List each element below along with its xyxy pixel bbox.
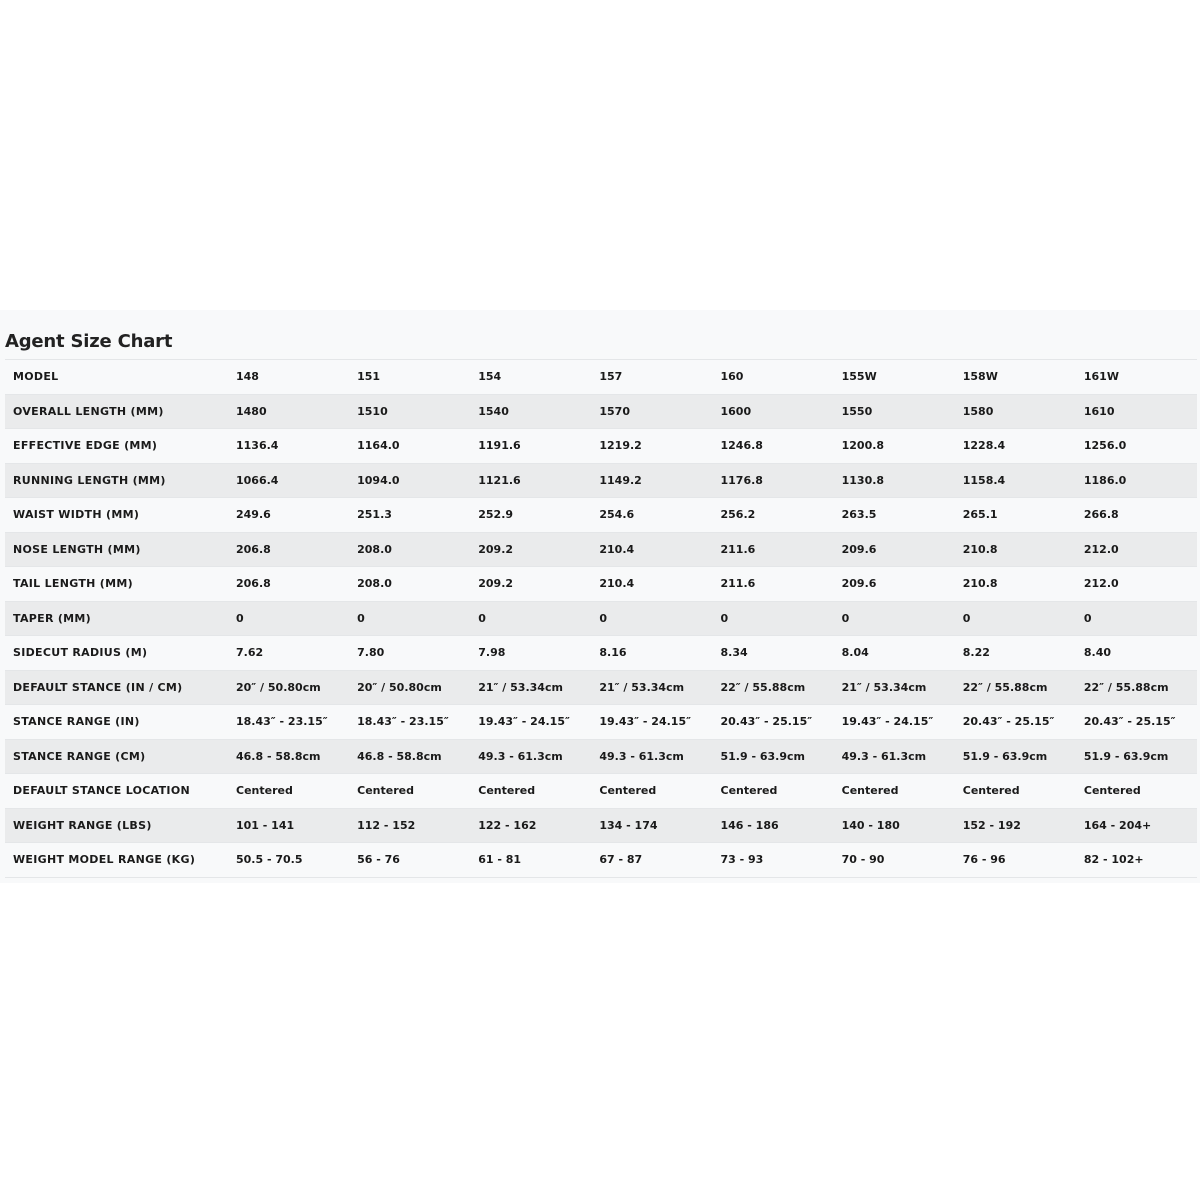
table-cell: 164 - 204+: [1076, 808, 1197, 843]
table-row: [5, 567, 1197, 602]
table-cell: 8.40: [1076, 636, 1197, 671]
table-row: [5, 636, 1197, 671]
table-cell: 206.8: [228, 532, 349, 567]
table-cell: 8.34: [713, 636, 834, 671]
table-cell: 211.6: [713, 567, 834, 602]
table-cell: 210.8: [955, 567, 1076, 602]
table-cell: 0: [349, 601, 470, 636]
table-cell: 20″ / 50.80cm: [349, 670, 470, 705]
row-label: WAIST WIDTH (MM): [5, 498, 228, 533]
table-cell: 61 - 81: [470, 843, 591, 878]
row-label: TAIL LENGTH (MM): [5, 567, 228, 602]
table-cell: 212.0: [1076, 532, 1197, 567]
table-cell: 8.16: [591, 636, 712, 671]
table-row: [5, 429, 1197, 464]
table-row: [5, 532, 1197, 567]
table-cell: 1480: [228, 394, 349, 429]
table-cell: Centered: [955, 774, 1076, 809]
table-cell: 19.43″ - 24.15″: [591, 705, 712, 740]
table-cell: 251.3: [349, 498, 470, 533]
table-cell: 134 - 174: [591, 808, 712, 843]
table-cell: 266.8: [1076, 498, 1197, 533]
table-cell: 1600: [713, 394, 834, 429]
table-cell: 22″ / 55.88cm: [713, 670, 834, 705]
chart-title: Agent Size Chart: [5, 331, 173, 352]
table-cell: 0: [955, 601, 1076, 636]
table-cell: 263.5: [834, 498, 955, 533]
table-cell: Centered: [1076, 774, 1197, 809]
table-cell: 46.8 - 58.8cm: [228, 739, 349, 774]
table-cell: 73 - 93: [713, 843, 834, 878]
table-cell: 1550: [834, 394, 955, 429]
table-cell: 82 - 102+: [1076, 843, 1197, 878]
table-cell: 7.98: [470, 636, 591, 671]
table-cell: 256.2: [713, 498, 834, 533]
model-size-header: 148: [228, 360, 349, 395]
table-cell: Centered: [228, 774, 349, 809]
row-label: STANCE RANGE (IN): [5, 705, 228, 740]
table-cell: 265.1: [955, 498, 1076, 533]
table-cell: 49.3 - 61.3cm: [834, 739, 955, 774]
table-cell: 22″ / 55.88cm: [1076, 670, 1197, 705]
table-cell: 1580: [955, 394, 1076, 429]
table-cell: 0: [713, 601, 834, 636]
table-cell: 19.43″ - 24.15″: [834, 705, 955, 740]
table-cell: 21″ / 53.34cm: [470, 670, 591, 705]
table-cell: 56 - 76: [349, 843, 470, 878]
table-cell: 21″ / 53.34cm: [591, 670, 712, 705]
row-label: STANCE RANGE (CM): [5, 739, 228, 774]
table-cell: 1186.0: [1076, 463, 1197, 498]
table-cell: 18.43″ - 23.15″: [349, 705, 470, 740]
table-row: [5, 808, 1197, 843]
table-cell: 211.6: [713, 532, 834, 567]
row-label: RUNNING LENGTH (MM): [5, 463, 228, 498]
table-cell: 122 - 162: [470, 808, 591, 843]
table-cell: Centered: [349, 774, 470, 809]
table-cell: 212.0: [1076, 567, 1197, 602]
table-cell: 0: [470, 601, 591, 636]
table-cell: 0: [1076, 601, 1197, 636]
table-cell: 0: [228, 601, 349, 636]
table-row: [5, 705, 1197, 740]
table-row: [5, 498, 1197, 533]
table-row: [5, 843, 1197, 878]
table-row: [5, 601, 1197, 636]
table-cell: 22″ / 55.88cm: [955, 670, 1076, 705]
table-cell: 20.43″ - 25.15″: [955, 705, 1076, 740]
table-cell: Centered: [713, 774, 834, 809]
row-label: DEFAULT STANCE LOCATION: [5, 774, 228, 809]
row-label: NOSE LENGTH (MM): [5, 532, 228, 567]
table-cell: 206.8: [228, 567, 349, 602]
model-size-header: 151: [349, 360, 470, 395]
table-cell: 1540: [470, 394, 591, 429]
table-cell: 1164.0: [349, 429, 470, 464]
row-label: EFFECTIVE EDGE (MM): [5, 429, 228, 464]
table-cell: 50.5 - 70.5: [228, 843, 349, 878]
row-label: SIDECUT RADIUS (M): [5, 636, 228, 671]
table-cell: 1219.2: [591, 429, 712, 464]
table-cell: 51.9 - 63.9cm: [713, 739, 834, 774]
table-cell: 8.22: [955, 636, 1076, 671]
row-label: OVERALL LENGTH (MM): [5, 394, 228, 429]
table-row: [5, 463, 1197, 498]
row-label: DEFAULT STANCE (IN / CM): [5, 670, 228, 705]
size-chart-body: [5, 360, 1197, 878]
size-chart-table: [5, 359, 1197, 878]
table-cell: 1228.4: [955, 429, 1076, 464]
table-cell: 254.6: [591, 498, 712, 533]
table-cell: 209.2: [470, 567, 591, 602]
table-cell: 112 - 152: [349, 808, 470, 843]
table-cell: 7.80: [349, 636, 470, 671]
table-cell: 101 - 141: [228, 808, 349, 843]
table-cell: 19.43″ - 24.15″: [470, 705, 591, 740]
table-cell: Centered: [591, 774, 712, 809]
table-cell: 146 - 186: [713, 808, 834, 843]
table-row: [5, 670, 1197, 705]
table-cell: 1066.4: [228, 463, 349, 498]
table-cell: 208.0: [349, 567, 470, 602]
table-cell: 1121.6: [470, 463, 591, 498]
table-cell: 46.8 - 58.8cm: [349, 739, 470, 774]
table-cell: 140 - 180: [834, 808, 955, 843]
table-cell: 51.9 - 63.9cm: [1076, 739, 1197, 774]
table-cell: 210.4: [591, 532, 712, 567]
row-label: WEIGHT RANGE (LBS): [5, 808, 228, 843]
table-cell: 1610: [1076, 394, 1197, 429]
table-cell: 20.43″ - 25.15″: [713, 705, 834, 740]
table-cell: 152 - 192: [955, 808, 1076, 843]
model-size-header: 157: [591, 360, 712, 395]
table-cell: 249.6: [228, 498, 349, 533]
table-cell: 0: [834, 601, 955, 636]
size-chart-panel: [0, 310, 1200, 883]
table-cell: 51.9 - 63.9cm: [955, 739, 1076, 774]
table-cell: Centered: [834, 774, 955, 809]
table-cell: 49.3 - 61.3cm: [591, 739, 712, 774]
model-header-label: MODEL: [5, 360, 228, 395]
table-cell: 0: [591, 601, 712, 636]
table-cell: 1200.8: [834, 429, 955, 464]
table-row: [5, 739, 1197, 774]
table-cell: 1570: [591, 394, 712, 429]
row-label: WEIGHT MODEL RANGE (KG): [5, 843, 228, 878]
table-cell: 1176.8: [713, 463, 834, 498]
table-cell: 67 - 87: [591, 843, 712, 878]
model-size-header: 158W: [955, 360, 1076, 395]
model-size-header: 161W: [1076, 360, 1197, 395]
table-row: [5, 774, 1197, 809]
table-cell: 209.6: [834, 532, 955, 567]
table-cell: 1191.6: [470, 429, 591, 464]
table-cell: 20″ / 50.80cm: [228, 670, 349, 705]
table-cell: 1130.8: [834, 463, 955, 498]
table-cell: 1149.2: [591, 463, 712, 498]
table-header-row: [5, 360, 1197, 395]
table-cell: 49.3 - 61.3cm: [470, 739, 591, 774]
table-cell: 21″ / 53.34cm: [834, 670, 955, 705]
table-cell: 1094.0: [349, 463, 470, 498]
table-cell: 70 - 90: [834, 843, 955, 878]
table-cell: 209.6: [834, 567, 955, 602]
table-row: [5, 394, 1197, 429]
table-cell: 1256.0: [1076, 429, 1197, 464]
table-cell: 7.62: [228, 636, 349, 671]
table-cell: 1246.8: [713, 429, 834, 464]
model-size-header: 160: [713, 360, 834, 395]
table-cell: 252.9: [470, 498, 591, 533]
model-size-header: 154: [470, 360, 591, 395]
table-cell: 8.04: [834, 636, 955, 671]
table-cell: 18.43″ - 23.15″: [228, 705, 349, 740]
table-cell: 208.0: [349, 532, 470, 567]
model-size-header: 155W: [834, 360, 955, 395]
table-cell: 210.4: [591, 567, 712, 602]
table-cell: 20.43″ - 25.15″: [1076, 705, 1197, 740]
table-cell: 209.2: [470, 532, 591, 567]
table-cell: 210.8: [955, 532, 1076, 567]
table-cell: 76 - 96: [955, 843, 1076, 878]
row-label: TAPER (MM): [5, 601, 228, 636]
table-cell: 1136.4: [228, 429, 349, 464]
table-cell: 1158.4: [955, 463, 1076, 498]
table-cell: 1510: [349, 394, 470, 429]
table-cell: Centered: [470, 774, 591, 809]
